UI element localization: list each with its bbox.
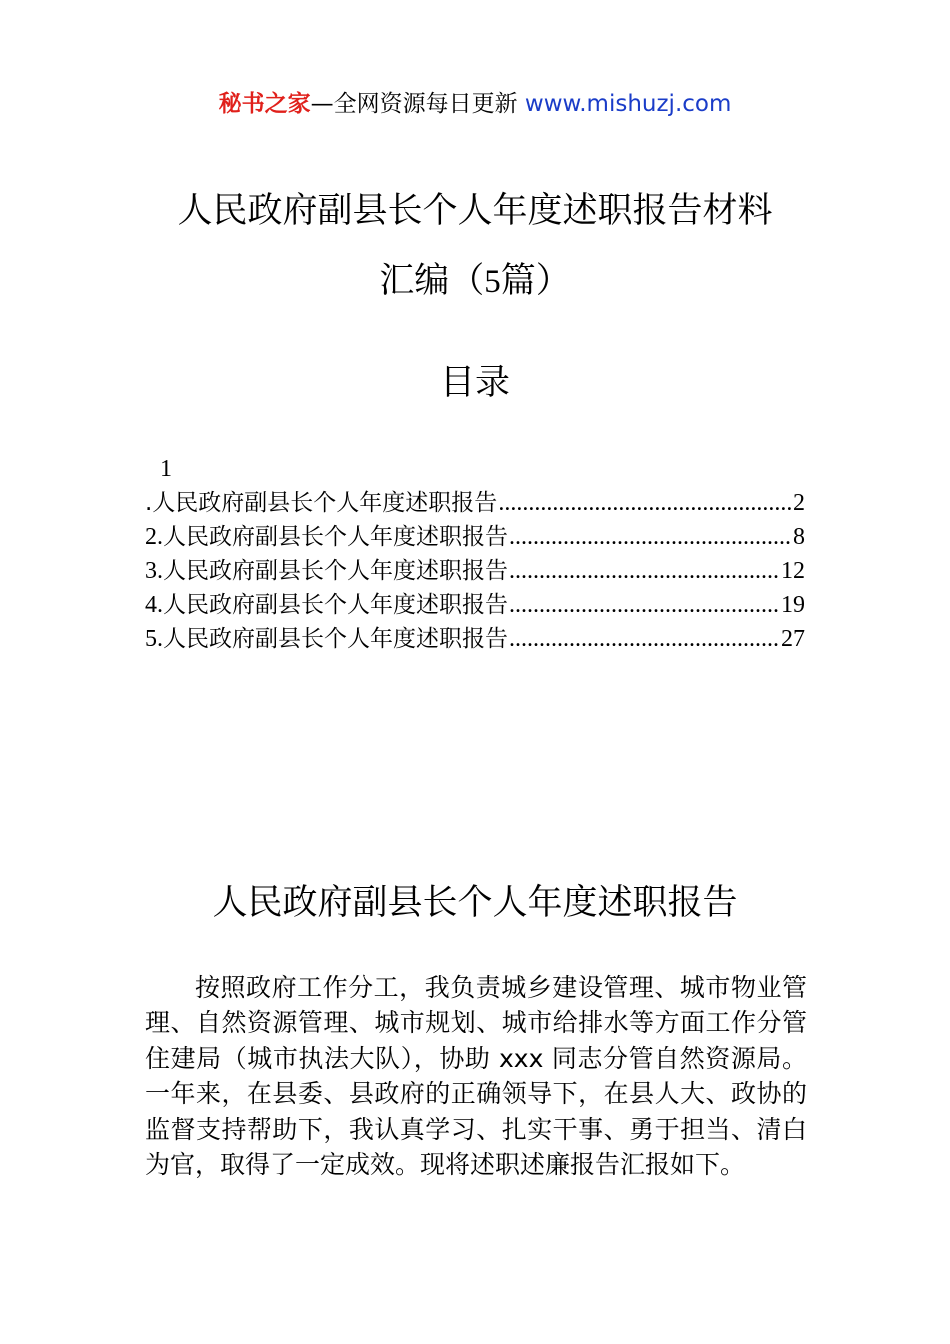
toc-entry-page: 2 xyxy=(793,490,805,516)
document-title-line-2 xyxy=(0,258,950,305)
toc-entry-index: 5. xyxy=(145,626,163,652)
toc-dot-leader xyxy=(498,486,792,520)
toc-entry-title: 人民政府副县长个人年度述职报告 xyxy=(163,592,508,618)
toc-entry[interactable] xyxy=(145,486,805,520)
table-of-contents xyxy=(145,452,805,656)
toc-heading: 目录 xyxy=(439,363,510,403)
title-count: 5 xyxy=(484,264,501,300)
title-prefix: 汇编（ xyxy=(379,261,485,301)
toc-entry-page: 19 xyxy=(781,592,805,618)
toc-dot-leader xyxy=(509,622,780,656)
toc-entry[interactable] xyxy=(145,622,805,656)
toc-entry[interactable] xyxy=(145,520,805,554)
toc-entry-page: 27 xyxy=(781,626,805,652)
toc-entry-page: 8 xyxy=(793,524,805,550)
toc-dot-leader xyxy=(509,554,780,588)
toc-lead-number: 1 xyxy=(160,456,172,482)
toc-entry[interactable] xyxy=(145,554,805,588)
toc-entry[interactable] xyxy=(145,588,805,622)
toc-entry-index: 4. xyxy=(145,592,163,618)
toc-entry-page: 12 xyxy=(781,558,805,584)
site-tagline: —全网资源每日更新 xyxy=(310,91,525,117)
toc-dot-leader xyxy=(509,588,780,622)
document-title-line-1: 人民政府副县长个人年度述职报告材料 xyxy=(177,191,773,231)
toc-entry-title: 人民政府副县长个人年度述职报告 xyxy=(163,524,508,550)
site-brand: 秘书之家 xyxy=(218,91,311,117)
title-suffix: 篇） xyxy=(500,261,571,301)
toc-entry-index: 2. xyxy=(145,524,163,550)
site-url-link[interactable]: www.mishuzj.com xyxy=(524,91,732,117)
toc-entry-title: 人民政府副县长个人年度述职报告 xyxy=(163,626,508,652)
toc-dot-leader xyxy=(509,520,792,554)
site-header xyxy=(0,88,950,120)
toc-entry-title: .人民政府副县长个人年度述职报告 xyxy=(145,490,498,516)
toc-entry-title: 人民政府副县长个人年度述职报告 xyxy=(163,558,508,584)
toc-entry-index: 3. xyxy=(145,558,163,584)
section-paragraph: 按照政府工作分工，我负责城乡建设管理、城市物业管理、自然资源管理、城市规划、城市给排水等方面工作分管住建局（城市执法大队），协助 xxx 同志分管自然资源局。一年来，在县委、县政府的正确领导下，在县人大、政协的监督支持帮助下，我认真学习、扎实干事、勇于担当、清白为官，取得了一定成效。现将述职述廉报告汇报如下。 xyxy=(145,973,807,1180)
section-title: 人民政府副县长个人年度述职报告 xyxy=(212,883,738,923)
